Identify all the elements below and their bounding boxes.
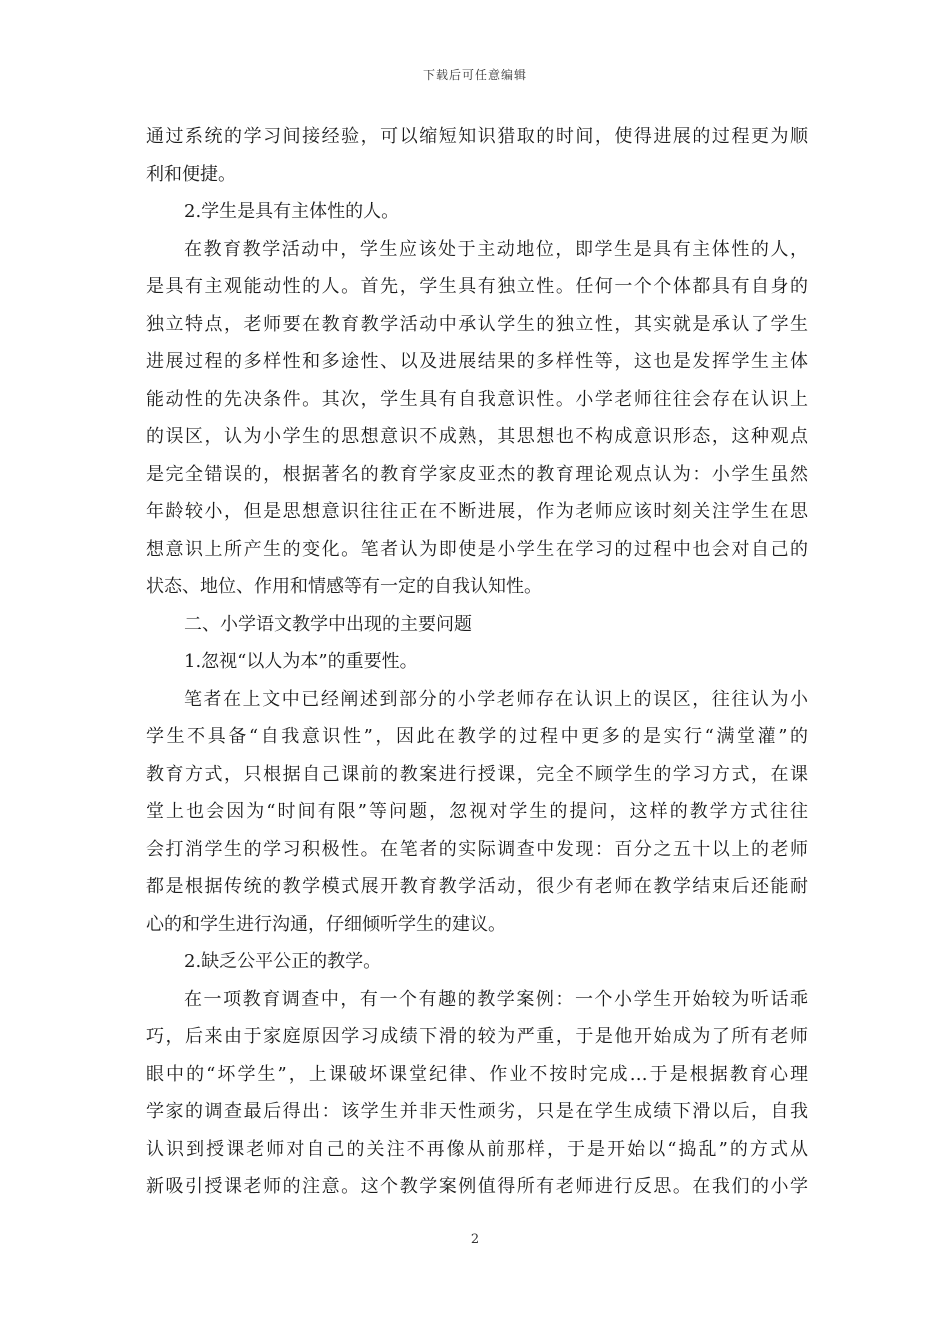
text-line: 新吸引授课老师的注意。这个教学案例值得所有老师进行反思。在我们的小学 — [146, 1176, 808, 1197]
text-line: 是具有主观能动性的人。首先，学生具有独立性。任何一个个体都具有自身的 — [146, 276, 808, 297]
text-line: 2.缺乏公平公正的教学。 — [184, 951, 382, 972]
text-line: 通过系统的学习间接经验，可以缩短知识猎取的时间，使得进展的过程更为顺 — [146, 126, 808, 147]
body-text — [146, 118, 808, 1206]
text-line: 年龄较小，但是思想意识往往正在不断进展，作为老师应该时刻关注学生在思 — [146, 501, 808, 522]
page-number: 2 — [470, 1232, 480, 1247]
text-line: 二、小学语文教学中出现的主要问题 — [184, 613, 472, 635]
text-line: 认识到授课老师对自己的关注不再像从前那样，于是开始以“捣乱”的方式从 — [146, 1138, 808, 1160]
text-line: 眼中的“坏学生”，上课破坏课堂纪律、作业不按时完成…于是根据教育心理 — [146, 1063, 808, 1085]
text-line: 独立特点，老师要在教育教学活动中承认学生的独立性，其实就是承认了学生 — [146, 313, 808, 335]
text-line: 2.学生是具有主体性的人。 — [184, 201, 400, 222]
text-line: 想意识上所产生的变化。笔者认为即使是小学生在学习的过程中也会对自己的 — [146, 538, 808, 560]
text-line: 堂上也会因为“时间有限”等问题，忽视对学生的提问，这样的教学方式往往 — [146, 801, 808, 822]
text-line: 在一项教育调查中，有一个有趣的教学案例：一个小学生开始较为听话乖 — [184, 988, 808, 1010]
text-line: 状态、地位、作用和情感等有一定的自我认知性。 — [146, 576, 542, 597]
text-line: 1.忽视“以人为本”的重要性。 — [184, 651, 418, 672]
text-line: 教育方式，只根据自己课前的教案进行授课，完全不顾学生的学习方式，在课 — [146, 763, 808, 785]
text-line: 进展过程的多样性和多途性、以及进展结果的多样性等，这也是发挥学生主体 — [146, 351, 808, 372]
page-header: 下载后可任意编辑 — [422, 68, 527, 82]
text-line: 的误区，认为小学生的思想意识不成熟，其思想也不构成意识形态，这种观点 — [146, 426, 808, 447]
text-line: 能动性的先决条件。其次，学生具有自我意识性。小学老师往往会存在认识上 — [146, 388, 808, 410]
text-line: 笔者在上文中已经阐述到部分的小学老师存在认识上的误区，往往认为小 — [184, 688, 808, 710]
text-line: 心的和学生进行沟通，仔细倾听学生的建议。 — [146, 913, 506, 935]
text-line: 学家的调查最后得出：该学生并非天性顽劣，只是在学生成绩下滑以后，自我 — [146, 1101, 808, 1122]
text-line: 在教育教学活动中，学生应该处于主动地位，即学生是具有主体性的人， — [184, 238, 808, 260]
text-line: 学生不具备“自我意识性”，因此在教学的过程中更多的是实行“满堂灌”的 — [146, 726, 808, 747]
text-line: 都是根据传统的教学模式展开教育教学活动，很少有老师在教学结束后还能耐 — [146, 876, 808, 897]
text-line: 会打消学生的学习积极性。在笔者的实际调查中发现：百分之五十以上的老师 — [146, 838, 808, 860]
text-line: 巧，后来由于家庭原因学习成绩下滑的较为严重，于是他开始成为了所有老师 — [146, 1026, 808, 1047]
text-line: 是完全错误的，根据著名的教育学家皮亚杰的教育理论观点认为：小学生虽然 — [146, 463, 808, 485]
text-line: 利和便捷。 — [146, 163, 236, 185]
